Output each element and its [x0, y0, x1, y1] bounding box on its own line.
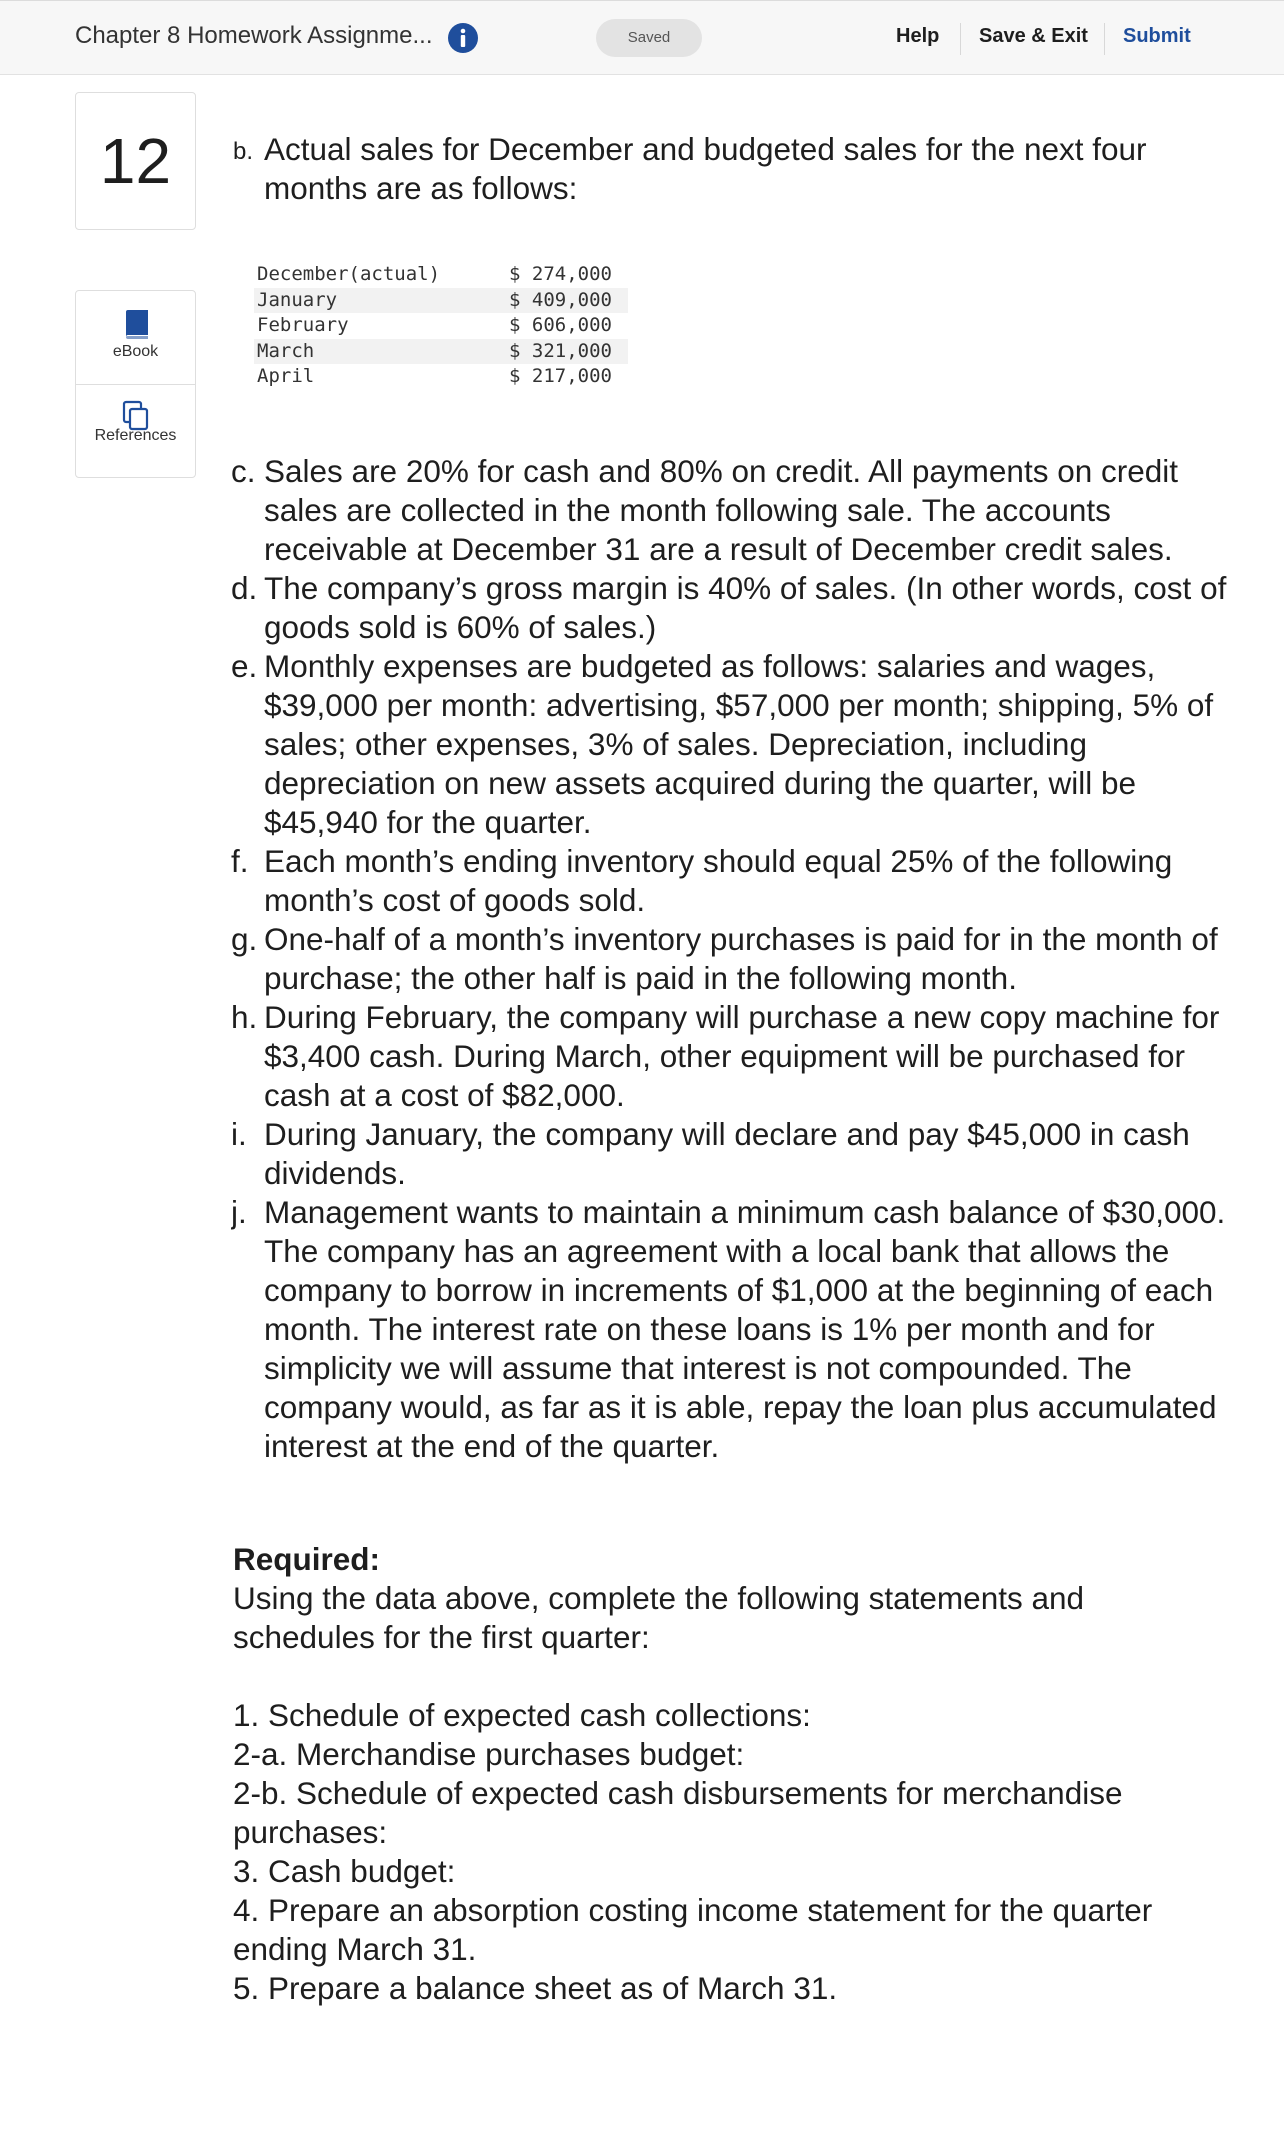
month-cell: March [254, 339, 506, 365]
required-intro: Using the data above, complete the following statements and schedules for the first quarter: [233, 1579, 1085, 1655]
list-item-e [233, 647, 1246, 842]
question-number: 12 [75, 92, 196, 230]
list-item-f [233, 842, 1246, 920]
table-row [254, 288, 628, 314]
list-item-d [233, 569, 1246, 647]
month-cell: December(actual) [257, 263, 441, 285]
spacer [233, 1657, 1215, 1696]
item-text: Each month’s ending inventory should equal 25% of the following month’s cost of goods sold. [264, 842, 1173, 918]
info-icon[interactable] [447, 22, 479, 54]
item-marker: c. [231, 452, 256, 489]
list-item-b [233, 130, 1246, 208]
month-cell: February [257, 314, 349, 336]
references-label: References [94, 427, 177, 444]
ebook-button[interactable] [76, 291, 195, 385]
save-exit-button[interactable]: Save & Exit [979, 25, 1088, 47]
ebook-label: eBook [112, 343, 159, 360]
item-text: Management wants to maintain a minimum cash balance of $30,000. The company has an agreement with a local bank that allows the company to borrow in increments of $1,000 at the beginning of each month. The interest rate on these loans is 1% per month and for simplicity we will assume that interest is not compounded. The company would, as far as it is able, repay the loan plus accumulated interest at the end of the quarter. [264, 1193, 1226, 1464]
table-row [254, 262, 628, 288]
required-item: 1. Schedule of expected cash collections: [233, 1696, 811, 1733]
item-marker: f. [231, 842, 249, 879]
sales-table [254, 262, 628, 390]
item-text: Actual sales for December and budgeted sales for the next four months are as follows: [264, 131, 1147, 206]
item-marker: j. [231, 1193, 247, 1230]
book-icon [122, 309, 150, 341]
amount-cell: $ 321,000 [506, 339, 628, 365]
required-item: 5. Prepare a balance sheet as of March 31. [233, 1969, 838, 2006]
required-heading: Required: [233, 1540, 381, 1577]
question-content [233, 130, 1233, 2008]
item-marker: b. [233, 138, 254, 165]
question-tools [75, 290, 196, 478]
list-item-g [233, 920, 1246, 998]
assumptions-list [233, 452, 1233, 1466]
month-cell: April [257, 365, 315, 387]
table-row [254, 339, 628, 365]
item-text: Monthly expenses are budgeted as follows: salaries and wages, $39,000 per month: advertising, $57,000 per month; shipping, 5% of sales; other expenses, 3% of sales. Depreciation, including depreciation on new assets acquired during the quarter, will be $45,940 for the quarter. [264, 647, 1214, 840]
required-item: 2-a. Merchandise purchases budget: [233, 1735, 745, 1772]
required-item: 3. Cash budget: [233, 1852, 456, 1889]
header-divider [1104, 23, 1105, 55]
list-item-i [233, 1115, 1246, 1193]
table-row [254, 364, 628, 390]
table-row [254, 313, 628, 339]
amount-cell: $ 217,000 [509, 365, 612, 387]
required-item: 4. Prepare an absorption costing income statement for the quarter ending March 31. [233, 1891, 1153, 1967]
help-button[interactable]: Help [896, 25, 940, 47]
item-text: Sales are 20% for cash and 80% on credit. All payments on credit sales are collected in the month following sale. The accounts receivable at December 31 are a result of December credit sales. [264, 452, 1179, 567]
top-bar [0, 0, 1284, 75]
item-text: During February, the company will purchase a new copy machine for $3,400 cash. During March, other equipment will be purchased for cash at a cost of $82,000. [264, 998, 1220, 1113]
item-text: One-half of a month’s inventory purchases is paid for in the month of purchase; the other half is paid in the following month. [264, 920, 1218, 996]
item-marker: i. [231, 1115, 247, 1152]
item-marker: g. [231, 920, 258, 957]
item-text: The company’s gross margin is 40% of sales. (In other words, cost of goods sold is 60% of sales.) [264, 569, 1227, 645]
item-marker: d. [231, 569, 258, 606]
amount-cell: $ 606,000 [509, 314, 612, 336]
item-marker: e. [231, 647, 258, 684]
month-cell: January [254, 288, 506, 314]
required-section [233, 1540, 1215, 2008]
submit-button[interactable]: Submit [1123, 25, 1191, 47]
saved-status-badge: Saved [596, 19, 702, 57]
item-text: During January, the company will declare and pay $45,000 in cash dividends. [264, 1115, 1190, 1191]
amount-cell: $ 274,000 [509, 263, 612, 285]
list-item-c [233, 452, 1246, 569]
assignment-title: Chapter 8 Homework Assignme... [75, 22, 433, 49]
header-divider [960, 23, 961, 55]
list-item-j [233, 1193, 1246, 1466]
required-item: 2-b. Schedule of expected cash disbursements for merchandise purchases: [233, 1774, 1123, 1850]
amount-cell: $ 409,000 [506, 288, 628, 314]
list-item-h [233, 998, 1246, 1115]
references-button[interactable] [76, 385, 195, 478]
item-marker: h. [231, 998, 258, 1035]
